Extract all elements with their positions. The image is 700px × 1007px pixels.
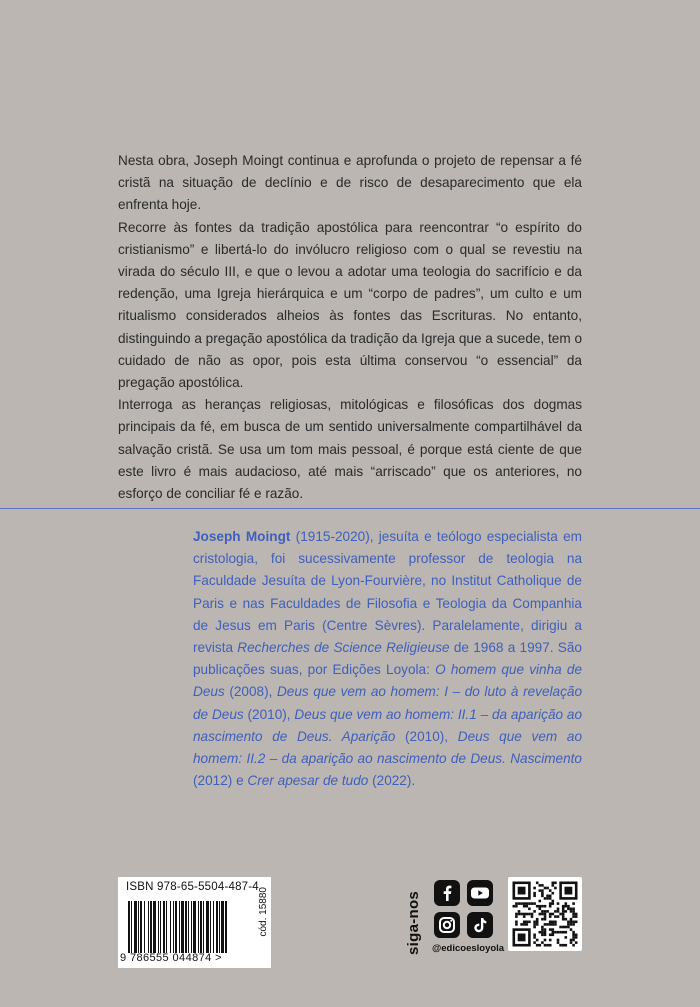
qr-module — [546, 887, 549, 890]
qr-module — [567, 923, 570, 926]
qr-module — [552, 884, 555, 887]
qr-module — [565, 910, 568, 913]
barcode-bar — [216, 901, 218, 953]
qr-module — [565, 944, 568, 947]
qr-module — [552, 921, 555, 924]
qr-module — [536, 939, 539, 942]
qr-module — [554, 910, 557, 913]
qr-module — [557, 910, 560, 913]
barcode-bar — [128, 901, 130, 953]
qr-module — [549, 939, 552, 942]
qr-module — [557, 908, 560, 911]
qr-module — [549, 889, 552, 892]
barcode-bar — [198, 901, 199, 953]
qr-module — [518, 910, 521, 913]
book-title-1: O homem que vinha de Deus — [193, 662, 583, 700]
barcode-bar — [140, 901, 142, 953]
barcode-bar — [200, 901, 202, 953]
qr-module — [570, 910, 573, 913]
qr-module — [562, 918, 565, 921]
qr-module — [539, 884, 542, 887]
qr-module — [557, 941, 560, 944]
qr-module — [559, 913, 562, 916]
qr-module — [518, 913, 521, 916]
barcode-bar — [221, 901, 224, 953]
bio-text-6: (2012) e — [193, 773, 248, 789]
qr-module — [575, 913, 578, 916]
barcode-bar — [179, 901, 180, 953]
qr-module — [536, 923, 539, 926]
barcode-bar — [193, 901, 196, 953]
barcode-number: 9 786555 044874 > — [120, 952, 222, 964]
barcode-block — [118, 877, 271, 968]
barcode-bar — [210, 901, 211, 953]
qr-module — [541, 931, 544, 934]
qr-module — [570, 921, 573, 924]
qr-module — [533, 887, 536, 890]
synopsis-paragraph-2: Recorre às fontes da tradição apostólica para reencontrar “o espírito do cristianismo” e libertá-lo do invólucro religioso com o qual se revestiu na virada do século III, e que o levou a adotar uma teologia do sacrifício e da redenção, uma Igreja hierárquica e um “corpo de padres”, um culto e um ritualismo considerados alheios às fontes das Escrituras. No entanto, distinguindo a pregação apostólica da tradição da Igreja que a sucede, tem o cuidado de não as opor, pois esta última conservou “o essencial” da pregação apostólica. — [118, 219, 583, 391]
qr-module — [513, 905, 516, 908]
qr-module — [518, 934, 526, 942]
qr-module — [536, 882, 539, 885]
qr-module — [549, 934, 552, 937]
qr-module — [541, 892, 544, 895]
qr-module — [575, 934, 578, 937]
qr-module — [544, 905, 547, 908]
qr-module — [562, 905, 565, 908]
barcode-bar — [163, 901, 165, 953]
qr-module — [523, 915, 526, 918]
qr-module — [562, 944, 565, 947]
qr-module — [518, 902, 521, 905]
qr-module — [528, 902, 531, 905]
qr-module — [552, 882, 555, 885]
qr-module — [562, 908, 565, 911]
qr-module — [539, 905, 542, 908]
qr-module — [520, 902, 523, 905]
qr-module — [523, 923, 526, 926]
qr-module — [567, 921, 570, 924]
qr-module — [572, 921, 575, 924]
qr-module — [572, 931, 575, 934]
qr-module — [554, 887, 557, 890]
bio-text-2: de 1968 a 1997. São publicações suas, por Edições Loyola: — [193, 640, 582, 678]
qr-module — [515, 915, 518, 918]
qr-module — [570, 918, 573, 921]
qr-module — [533, 934, 536, 937]
qr-module — [536, 944, 539, 947]
qr-module — [539, 931, 542, 934]
qr-module — [572, 936, 575, 939]
barcode-bar — [225, 901, 227, 953]
product-code: cód. 15880 — [258, 887, 269, 937]
qr-module — [531, 902, 534, 905]
qr-module — [541, 910, 544, 913]
divider-line — [0, 508, 700, 509]
qr-module — [572, 944, 575, 947]
qr-module — [549, 921, 552, 924]
qr-module — [546, 895, 549, 898]
qr-module — [557, 902, 560, 905]
qr-module — [533, 910, 536, 913]
journal-title: Recherches de Science Religieuse — [237, 640, 450, 656]
barcode-bar — [170, 901, 171, 953]
qr-module — [533, 926, 536, 929]
qr-module — [526, 913, 529, 916]
qr-module — [572, 910, 575, 913]
qr-module — [531, 915, 534, 918]
barcode-bar — [134, 901, 137, 953]
qr-module — [536, 905, 539, 908]
synopsis — [118, 150, 582, 505]
synopsis-paragraph-3: Interroga as heranças religiosas, mitológicas e filosóficas dos dogmas principais da fé, em busca de um sentido universalmente compartilhável da salvação cristã. Se usa um tom mais pessoal, é porque está ciente de que este livro é mais audacioso, até mais “arriscado” que os anteriores, no esforço de conciliar fé e razão. — [118, 397, 582, 502]
qr-module — [539, 889, 542, 892]
qr-module — [549, 897, 552, 900]
qr-module — [520, 913, 523, 916]
follow-label: siga-nos — [405, 890, 422, 956]
barcode-bar — [150, 901, 152, 953]
qr-module — [544, 918, 547, 921]
barcode-bars — [128, 901, 252, 953]
qr-module — [533, 895, 536, 898]
qr-module — [539, 908, 542, 911]
qr-module — [515, 921, 518, 924]
qr-module — [541, 905, 544, 908]
qr-module — [557, 915, 560, 918]
qr-module — [536, 918, 539, 921]
qr-module — [562, 931, 565, 934]
book-title-5: Crer apesar de tudo — [247, 773, 369, 789]
qr-module — [520, 923, 523, 926]
qr-module — [570, 941, 573, 944]
qr-module — [528, 921, 531, 924]
qr-module — [544, 923, 547, 926]
qr-module — [552, 892, 555, 895]
qr-module — [544, 939, 547, 942]
qr-module — [572, 913, 575, 916]
qr-module — [541, 913, 544, 916]
qr-module — [575, 921, 578, 924]
qr-module — [572, 915, 575, 918]
qr-module — [572, 934, 575, 937]
qr-module — [536, 921, 539, 924]
qr-module — [552, 923, 555, 926]
qr-module — [541, 895, 544, 898]
qr-module — [526, 923, 529, 926]
qr-module — [544, 928, 547, 931]
barcode-bar — [188, 901, 189, 953]
barcode-bar — [206, 901, 209, 953]
qr-module — [515, 923, 518, 926]
qr-module — [541, 934, 544, 937]
qr-module — [562, 915, 565, 918]
qr-module — [562, 910, 565, 913]
qr-module — [570, 908, 573, 911]
qr-module — [531, 913, 534, 916]
qr-module — [559, 931, 562, 934]
barcode-bar — [181, 901, 184, 953]
qr-module — [526, 921, 529, 924]
qr-module — [565, 931, 568, 934]
qr-module — [570, 923, 573, 926]
social-handle: @edicoesloyola — [432, 943, 505, 954]
qr-module — [539, 900, 542, 903]
qr-module — [523, 913, 526, 916]
qr-module — [523, 902, 526, 905]
qr-module — [544, 897, 547, 900]
qr-code-pattern — [508, 877, 582, 951]
qr-module — [539, 944, 542, 947]
barcode-bar — [148, 901, 149, 953]
book-title-3: Deus que vem ao homem: II.1 – da aparição ao nascimento de Deus. Aparição — [193, 706, 583, 744]
isbn-label: ISBN 978-65-5504-487-4 — [126, 881, 259, 893]
qr-module — [559, 944, 562, 947]
qr-module — [572, 908, 575, 911]
barcode-bar — [166, 901, 167, 953]
book-title-4: Deus que vem ao homem: II.2 – da aparição ao nascimento de Deus. Nascimento — [193, 728, 583, 767]
barcode-bar — [185, 901, 187, 953]
facebook-icon[interactable] — [434, 880, 460, 906]
qr-module — [515, 905, 518, 908]
qr-module — [541, 928, 544, 931]
qr-module — [546, 897, 549, 900]
qr-module — [515, 902, 518, 905]
synopsis-paragraph-1: Nesta obra, Joseph Moingt continua e aprofunda o projeto de repensar a fé cristã na situação de declínio e de risco de desaparecimento que ela enfrenta hoje. — [118, 153, 582, 213]
bio-text-4: (2010), — [243, 706, 295, 722]
barcode-bar — [138, 901, 139, 953]
qr-module — [533, 902, 536, 905]
qr-module — [552, 913, 555, 916]
qr-module — [546, 944, 549, 947]
qr-module — [557, 939, 560, 942]
barcode-bar — [203, 901, 204, 953]
qr-module — [565, 905, 568, 908]
qr-module — [526, 905, 529, 908]
bio-text-5: (2010), — [395, 728, 458, 744]
qr-module — [570, 928, 573, 931]
qr-module — [554, 923, 557, 926]
book-title-2: Deus que vem ao homem: I – do luto à revelação de Deus — [193, 684, 583, 722]
qr-module — [528, 913, 531, 916]
qr-module — [533, 892, 536, 895]
qr-module — [557, 931, 560, 934]
qr-module — [541, 918, 544, 921]
barcode-bar — [175, 901, 177, 953]
qr-module — [552, 900, 555, 903]
barcode-bar — [213, 901, 214, 953]
qr-module — [539, 913, 542, 916]
qr-module — [575, 915, 578, 918]
qr-module — [552, 934, 555, 937]
qr-module — [549, 902, 552, 905]
qr-module — [554, 931, 557, 934]
qr-module — [565, 902, 568, 905]
bio-text-7: (2022). — [368, 773, 416, 789]
qr-module — [541, 941, 544, 944]
qr-module — [552, 902, 555, 905]
barcode-bar — [160, 901, 161, 953]
qr-module — [533, 923, 536, 926]
qr-module — [544, 910, 547, 913]
barcode-bar — [144, 901, 145, 953]
author-bio — [193, 526, 582, 792]
qr-module — [567, 908, 570, 911]
qr-module — [546, 910, 549, 913]
qr-module — [515, 913, 518, 916]
qr-module — [544, 913, 547, 916]
qr-module — [572, 923, 575, 926]
qr-module — [544, 934, 547, 937]
qr-module — [549, 895, 552, 898]
qr-module — [541, 926, 544, 929]
qr-module — [546, 923, 549, 926]
bio-text-1: (1915-2020), jesuíta e teólogo especialista em cristologia, foi sucessivamente professor de teologia na Faculdade Jesuíta de Lyon-Fourvière, no Institut Catholique de Paris e nas Faculdades de Filosofia e Teologia da Companhia de Jesus em Paris (Centre Sèvres). Paralelamente, dirigiu a revista — [193, 529, 582, 656]
barcode-bar — [153, 901, 156, 953]
youtube-icon[interactable] — [467, 880, 493, 906]
qr-module — [549, 923, 552, 926]
qr-module — [572, 902, 575, 905]
qr-module — [554, 882, 557, 885]
qr-module — [559, 926, 562, 929]
qr-module — [541, 889, 544, 892]
qr-module — [552, 928, 555, 931]
qr-module — [565, 918, 568, 921]
qr-module — [565, 936, 568, 939]
qr-module — [552, 931, 555, 934]
qr-module — [575, 936, 578, 939]
qr-module — [549, 905, 552, 908]
author-name: Joseph Moingt — [193, 529, 291, 544]
qr-module — [544, 887, 547, 890]
qr-module — [565, 887, 573, 895]
qr-module — [549, 944, 552, 947]
qr-module — [549, 915, 552, 918]
qr-code[interactable] — [508, 877, 582, 951]
barcode-bar — [191, 901, 192, 953]
qr-module — [565, 926, 568, 929]
qr-module — [544, 915, 547, 918]
tiktok-icon[interactable] — [467, 912, 493, 938]
qr-module — [572, 939, 575, 942]
qr-module — [533, 936, 536, 939]
qr-module — [528, 908, 531, 911]
author-bio-text — [193, 526, 582, 792]
qr-module — [567, 926, 570, 929]
qr-module — [554, 921, 557, 924]
qr-module — [562, 926, 565, 929]
qr-module — [549, 913, 552, 916]
qr-module — [533, 921, 536, 924]
barcode-bar — [219, 901, 220, 953]
bio-text-3: (2008), — [224, 684, 277, 700]
qr-module — [526, 902, 529, 905]
qr-module — [523, 921, 526, 924]
qr-module — [541, 884, 544, 887]
qr-module — [544, 931, 547, 934]
qr-module — [575, 941, 578, 944]
qr-module — [533, 941, 536, 944]
barcode-bar — [131, 901, 132, 953]
barcode-bar — [158, 901, 159, 953]
qr-module — [562, 913, 565, 916]
barcode-bar — [173, 901, 174, 953]
qr-module — [549, 928, 552, 931]
qr-module — [554, 915, 557, 918]
qr-module — [544, 944, 547, 947]
qr-module — [567, 905, 570, 908]
qr-module — [570, 939, 573, 942]
qr-module — [523, 905, 526, 908]
instagram-icon[interactable] — [434, 912, 460, 938]
qr-module — [518, 887, 526, 895]
